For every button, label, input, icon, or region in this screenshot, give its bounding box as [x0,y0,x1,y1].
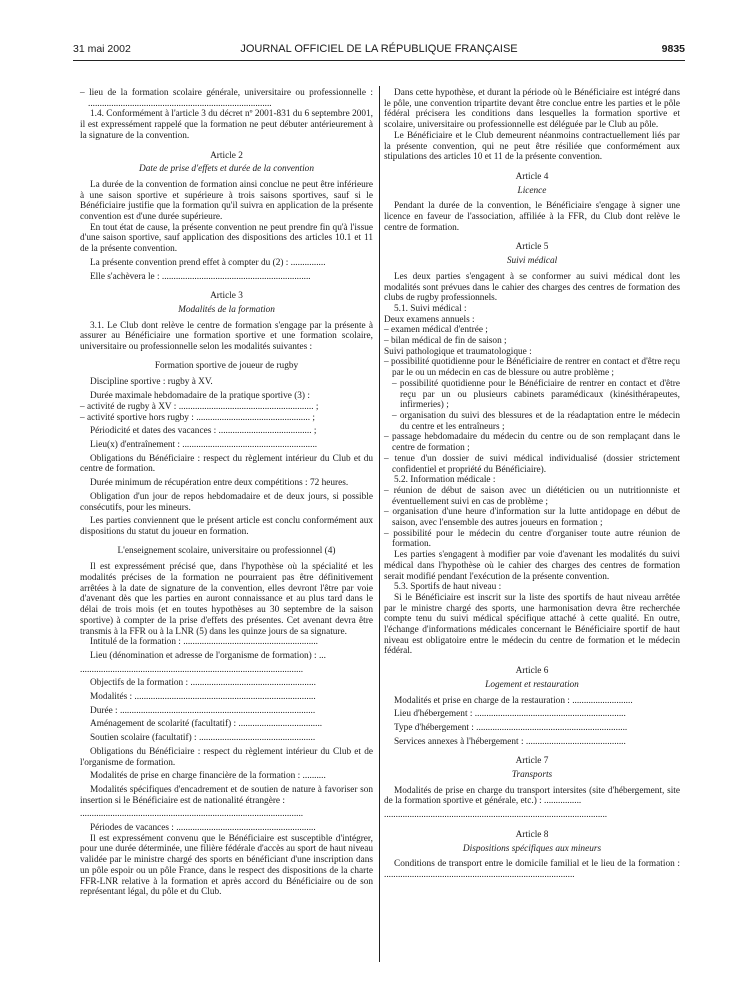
header-rule [73,60,685,61]
paragraph: 3.1. Le Club dont relève le centre de formation s'engage par la présente à assurer au Bénéficiaire une formation sportive et une formation scolaire, universitaire ou professionnelle selon les modalités suivantes : [80,320,373,353]
paragraph: Suivi pathologique et traumatologique : [384,346,532,357]
paragraph: Obligation d'un jour de repos hebdomadaire et de deux jours, si possible consécutifs, pour les mineurs. [80,491,373,513]
article-heading: Article 3 [210,291,243,302]
article-subtitle: Transports [511,770,553,781]
fill-in-line: Modalités et prise en charge de la restauration : .......................... [394,695,633,706]
list-item: – examen médical d'entrée ; [384,325,488,336]
paragraph: Obligations du Bénéficiaire : respect du règlement intérieur du Club et de l'organisme de formation. [80,746,373,768]
article-subtitle: Suivi médical [506,256,558,267]
paragraph: Dans cette hypothèse, et durant la période où le Bénéficiaire est intégré dans le pôle, une convention tripartite devant être conclue entre les parties et le pôle fédéral précisera les conditions dans lesquelles la formation sportive et scolaire, universitaire ou professionnelle est déléguée par le Club au pôle. [384,88,680,131]
fill-in-line: Type d'hébergement : ................................................................. [394,722,628,733]
fill-in-line: Périodes de vacances : ............................................................ [90,823,316,834]
paragraph: En tout état de cause, la présente convention ne peut prendre fin qu'à l'issue d'une saison sportive, sauf application des dispositions des articles 10.1 et 11 de la présente convention. [80,222,373,255]
paragraph: 1.4. Conformément à l'article 3 du décret nº 2001-831 du 6 septembre 2001, il est expressément rappelé que la formation ne peut débuter antérieurement à la signature de la convention. [80,109,373,141]
header-date: 31 mai 2002 [73,43,131,55]
fill-in-line: Aménagement de scolarité (facultatif) : .................................... [90,719,323,730]
fill-in-line: Lieu (dénomination et adresse de l'organisme de formation) : ... [90,650,326,661]
article-heading: Article 5 [515,242,549,253]
paragraph: Durée maximale hebdomadaire de la pratique sportive (3) : [90,391,310,402]
page-header [73,43,685,59]
list-item: – possibilité quotidienne pour le Bénéficiaire de rentrer en contact et d'être reçu par un ou plusieurs cabinets paramédicaux (kinésithérapeutes, infirmeries) ; [392,378,680,411]
dotted-line: ................................................................................................ [80,664,304,675]
list-item: – possibilité pour le médecin du centre d'organiser toute autre réunion de formation. [384,528,680,550]
paragraph: Si le Bénéficiaire est inscrit sur la liste des sportifs de haut niveau arrêtée par le ministre chargé des sports, une harmonisation devra être recherchée compte tenu du suivi médical spécifique attaché à cette qualité. En outre, l'échange d'informations médicales concernant le Bénéficiaire sportif de haut niveau est obligatoire entre le médecin du centre de formation et le médecin fédéral. [384,592,680,657]
list-item: – tenue d'un dossier de suivi médical individualisé (dossier strictement confidentiel et propriété du Bénéficiaire). [384,453,680,475]
paragraph: Les parties s'engagent à modifier par voie d'avenant les modalités du suivi médical dans l'hypothèse où le cahier des charges des centres de formation serait modifié pendant l'exécution de la présente convention. [384,550,680,582]
section-heading: L'enseignement scolaire, universitaire ou professionnel (4) [117,545,336,556]
fill-in-line: Durée : .................................................................................... [90,705,316,716]
paragraph: 5.1. Suivi médical : [394,303,467,314]
article-subtitle: Modalités de la formation [178,304,275,315]
list-item: – organisation d'une heure d'information sur la lutte antidopage en début de saison, avec l'ensemble des autres joueurs en formation ; [384,507,680,529]
fill-in-line: Modalités de prise en charge financière de la formation : .......... [90,771,326,782]
fill-in-line: Intitulé de la formation : .......................................................... [90,637,319,648]
paragraph: 5.3. Sportifs de haut niveau : [394,582,502,593]
fill-in-line: Modalités : .............................................................................. [90,692,316,703]
column-divider [379,86,380,962]
paragraph: Pendant la durée de la convention, le Bénéficiaire s'engage à signer une licence en faveur de l'association, affiliée à la FFR, du Club dont relève le centre de formation. [384,201,680,233]
list-item: – organisation du suivi des blessures et de la réadaptation entre le médecin du centre et les entraîneurs ; [392,410,680,432]
article-heading: Article 6 [515,666,549,677]
paragraph: – lieu de la formation scolaire générale, universitaire ou professionnelle : ............................................................................... [80,88,373,109]
article-subtitle: Licence [517,185,547,196]
article-subtitle: Dispositions spécifiques aux mineurs [462,843,602,854]
fill-in-line: Conditions de transport entre le domicile familial et le lieu de la formation : .................................................................................. [384,859,680,880]
paragraph: Deux examens annuels : [384,314,475,325]
paragraph: Il est expressément précisé que, dans l'hypothèse où la spécialité et les modalités précises de la formation ne pourraient pas être définitivement arrêtées à la date de signature de la convention, elles devront l'être par voie d'avenant dès que les parties en auront connaissance et au plus tard dans le délai de trois mois (et en toutes hypothèses au 30 septembre de la saison sportive) à compter de la prise d'effets des présentes. Cet avenant devra être transmis à la FFR ou à la LNR (5) dans les quinze jours de sa signature. [80,562,373,637]
left-column [80,88,373,898]
list-item: – réunion de début de saison avec un diététicien ou un nutritionniste et éventuellement suivi en cas de problème ; [384,485,680,507]
article-heading: Article 7 [515,756,549,767]
section-heading: Formation sportive de joueur de rugby [154,360,299,371]
paragraph: Discipline sportive : rugby à XV. [90,377,213,388]
list-item: – activité de rugby à XV : .......................................................... ; [80,401,319,412]
fill-in-line: Modalités de prise en charge du transport intersites (site d'hébergement, site de la formation sportive et générale, etc.) : ................ [384,785,680,807]
fill-in-line: Objectifs de la formation : ...................................................... [90,678,316,689]
article-heading: Article 8 [515,829,549,840]
fill-in-line: La présente convention prend effet à compter du (2) : ............... [90,257,326,268]
list-item: – passage hebdomadaire du médecin du centre ou de son remplaçant dans le centre de formation ; [384,432,680,454]
fill-in-line: Services annexes à l'hébergement : ........................................... [394,736,626,747]
right-column [384,88,680,881]
header-title: JOURNAL OFFICIEL DE LA RÉPUBLIQUE FRANÇAISE [240,43,518,55]
list-item: – bilan médical de fin de saison ; [384,336,507,347]
paragraph: Modalités spécifiques d'encadrement et de soutien de nature à favoriser son insertion si le Bénéficiaire est de nationalité étrangère : [80,784,373,806]
list-item: – possibilité quotidienne pour le Bénéficiaire de rentrer en contact et d'être reçu par le ou un médecin en cas de blessure ou autre problème ; [384,357,680,379]
article-heading: Article 4 [515,171,549,182]
article-subtitle: Date de prise d'effets et durée de la convention [139,164,314,175]
dotted-line: ................................................................................................ [80,809,304,820]
paragraph: Il est expressément convenu que le Bénéficiaire est susceptible d'intégrer, pour une durée déterminée, une filière fédérale d'accès au sport de haut niveau validée par le ministre chargé des sports en bénéficiant d'une inscription dans un pôle espoir ou un pôle France, dans le respect des dispositions de la charte FFR-LNR relative à la formation et après accord du Bénéficiaire ou de son représentant légal, du pôle et du Club. [80,833,373,898]
dotted-line: ................................................................................................ [384,810,608,821]
fill-in-line: Périodicité et dates des vacances : ........................................ ; [90,426,317,437]
paragraph: La durée de la convention de formation ainsi conclue ne peut être inférieure à une saison sportive et supérieure à trois saisons sportives, sauf si le Bénéficiaire justifie que la formation qu'il suivra en application de la présente convention est d'une durée supérieure. [80,179,373,223]
article-heading: Article 2 [210,150,243,161]
article-subtitle: Logement et restauration [485,679,579,690]
fill-in-line: Lieu(x) d'entraînement : .......................................................... [90,439,318,450]
fill-in-line: Lieu d'hébergement : ................................................................. [394,709,626,720]
paragraph: Durée minimum de récupération entre deux compétitions : 72 heures. [90,478,349,489]
paragraph: Les deux parties s'engagent à se conformer au suivi médical dont les modalités sont prévues dans le cahier des charges des centres de formation des clubs de rugby professionnels. [384,271,680,304]
list-item: – activité sportive hors rugby : ................................................. ; [80,412,315,423]
header-page-number: 9835 [661,43,685,55]
paragraph: Le Bénéficiaire et le Club demeurent néanmoins contractuellement liés par la présente convention, qui ne peut être résiliée que conformément aux stipulations des articles 10 et 11 de la présente convention. [384,130,680,163]
paragraph: Les parties conviennent que le présent article est conclu conformément aux dispositions du statut du joueur en formation. [80,516,373,537]
paragraph: 5.2. Information médicale : [394,475,496,486]
fill-in-line: Elle s'achèvera le : ................................................................ [90,271,311,282]
fill-in-line: Soutien scolaire (facultatif) : .................................................. [90,733,316,744]
paragraph: Obligations du Bénéficiaire : respect du règlement intérieur du Club et du centre de formation. [80,453,373,475]
